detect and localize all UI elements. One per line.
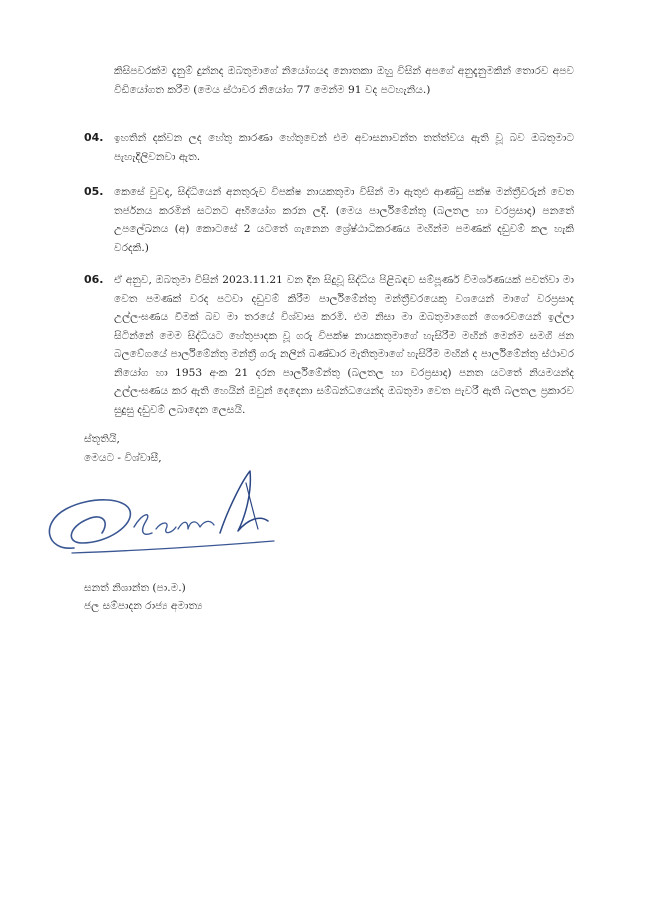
paragraph-number-04: 04.	[84, 131, 104, 144]
signature-stroke-a	[156, 523, 176, 533]
signature-strokes	[49, 471, 274, 553]
handwritten-signature	[38, 463, 278, 573]
signature-underline	[72, 541, 274, 553]
paragraph-number-06: 06.	[84, 273, 104, 286]
continuation-paragraph: කිසිපවරක්ම දැනුම් දුන්නද ඔබතුමාගේ නියෝගයද නොතකා ඔහු විසින් අපගේ අනුදැනුමකින් තොරව අපව විඩියෝගත කරීම (මෙය ස්ථාවර නියෝග 77 මෙන්ම 91 වද පටහැනිය.)	[114, 65, 574, 96]
paragraph-06-text: ඒ අනුව, ඔබතුමා විසින් 2023.11.21 වන දින සිදුවූ සිද්ධිය පිළිබඳව සම්පූර්ණ විමර්ශණයක් පවත්වා මා වෙත පමණක් වරද පටවා දඩුවම් කිරීම පාර්ලිමේන්තු මන්ත්‍රීවරයෙකු වශයෙන් මාගේ වරප්‍රසාද උල්ලංඝණය වීමක් බව මා තරයේ විශ්වාස කරමි. එම නිසා මා ඔබතුමාගෙන් ගෞරවයෙන් ඉල්ලා සිටින්නේ මෙම සිද්ධියට හේතුපාදක වූ ගරු විපක්ෂ නායකතුමාගේ හැසිරීම මඟින් මෙන්ම සමගි ජන බලවේගයේ පාර්ලිමේන්තු මන්ත්‍රී ගරු නලින් බණ්ඩාර මැතිතුමාගේ හැසිරීම මඟින් ද පාර්ලිමේන්තු ස්ථාවර නියෝග හා 1953 අංක 21 දරන පාර්ලිමේන්තු (බලතල හා වරප්‍රසාද) පනත යටතේ නියමයන්ද උල්ලංඝණය කර ඇති හෙයින් ඔවුන් දෙදෙනා සම්බන්ධයෙන්ද ඔබතුමා වෙත පැවරී ඇති බලතල ප්‍රකාරව සුදුසු දඩුවම් ලබාදෙන ලෙසයි.	[114, 274, 574, 416]
closing-thanks: ස්තූතියි,	[84, 433, 120, 445]
paragraph-number-05: 05.	[84, 185, 104, 198]
signer-name: සනත් නිශාන්ත (පා.ම.)	[84, 582, 186, 594]
paragraph-04-text: ඉහතින් දක්වන ලද හේතු කාරණා හේතුවෙන් එම අවාසනාවන්ත තත්ත්වය ඇති වූ බව ඔබතුමාට පැහැදිලිවනවා ඇත.	[114, 132, 574, 163]
signer-title: ජල සම්පාදන රාජ්‍ය අමාත්‍ය	[84, 600, 203, 612]
signature-stroke-tall	[220, 471, 268, 533]
signature-stroke-n	[178, 521, 214, 529]
paragraph-05-text: කෙසේ වුවද, සිද්ධියෙන් අනතුරුව විපක්ෂ නායකතුමා විසින් මා ඇතුළු ආණ්ඩු පක්ෂ මන්ත්‍රීවරුන් වෙත තර්ජනය කරමින් සටනට අභියෝග කරන ලදි. (මෙය පාර්ලිමේන්තු (බලතල හා වරප්‍රසාද) පනතේ උපලේඛනය (අ) කොටසේ 2 යටතේ ගැනෙන ශ්‍රේෂ්ඨාධිකරණය මඟින්ම පමණක් දඩුවම් කල හැකි වරදකි.)	[114, 186, 574, 254]
closing-sign-off: මෙයට - විශ්වාසී,	[84, 452, 162, 464]
signature-stroke-s	[134, 515, 152, 535]
signature-loop	[49, 500, 130, 548]
